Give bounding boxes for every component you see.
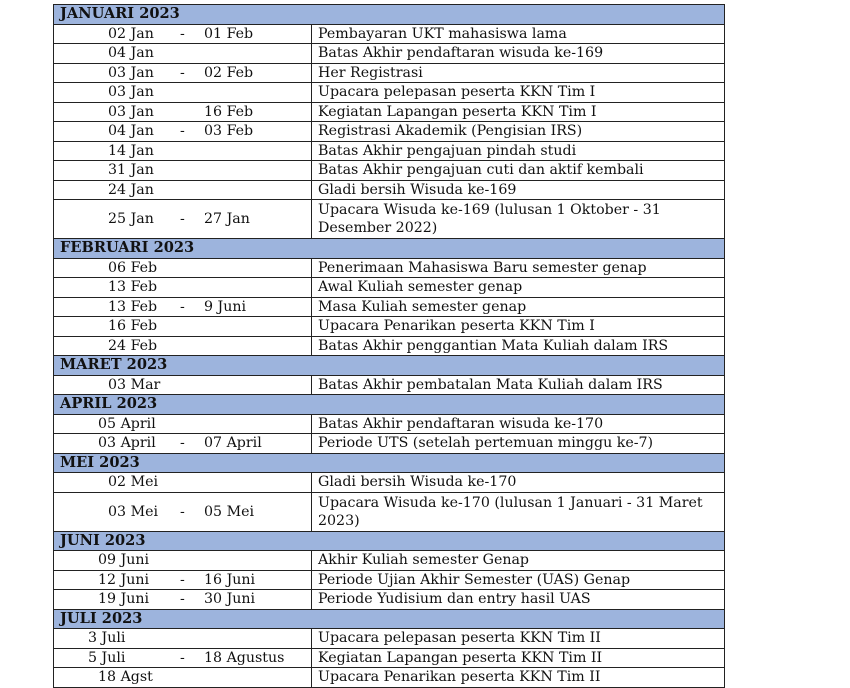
- month-header-row: [54, 531, 725, 551]
- event-row: [54, 258, 725, 278]
- event-start-date: 03 April: [98, 435, 156, 452]
- event-row: [54, 668, 725, 688]
- event-row: [54, 434, 725, 454]
- event-row: [54, 414, 725, 434]
- event-description: Kegiatan Lapangan peserta KKN Tim II: [312, 648, 725, 668]
- event-row: [54, 336, 725, 356]
- event-row: [54, 317, 725, 337]
- event-description: Masa Kuliah semester genap: [312, 297, 725, 317]
- event-row: [54, 24, 725, 44]
- event-start-date: 25 Jan: [108, 211, 154, 227]
- event-end-date: 02 Feb: [204, 64, 254, 81]
- event-end-date: 03 Feb: [204, 123, 254, 140]
- event-start-date: 06 Feb: [108, 259, 158, 276]
- event-date-cell: [54, 434, 312, 454]
- event-description: Registrasi Akademik (Pengisian IRS): [312, 122, 725, 142]
- event-end-date: 07 April: [204, 435, 262, 452]
- event-row: [54, 297, 725, 317]
- academic-calendar-table: [53, 4, 725, 688]
- month-header-row: [54, 239, 725, 259]
- event-date-cell: [54, 375, 312, 395]
- event-row: [54, 473, 725, 493]
- event-description: Upacara Penarikan peserta KKN Tim I: [312, 317, 725, 337]
- event-date-cell: [54, 122, 312, 142]
- date-range-separator: -: [180, 211, 185, 227]
- event-description: Batas Akhir pengajuan cuti dan aktif kembali: [312, 161, 725, 181]
- event-row: [54, 161, 725, 181]
- event-start-date: 04 Jan: [108, 123, 154, 140]
- event-description: Periode UTS (setelah pertemuan minggu ke-7): [312, 434, 725, 454]
- event-description: Periode Ujian Akhir Semester (UAS) Genap: [312, 570, 725, 590]
- event-row: [54, 83, 725, 103]
- month-title: JULI 2023: [54, 609, 725, 629]
- event-description: Upacara pelepasan peserta KKN Tim I: [312, 83, 725, 103]
- event-date-cell: [54, 648, 312, 668]
- event-date-cell: [54, 551, 312, 571]
- month-header-row: [54, 5, 725, 25]
- month-title: JUNI 2023: [54, 531, 725, 551]
- event-description: Upacara Wisuda ke-170 (lulusan 1 Januari - 31 Maret 2023): [312, 492, 725, 531]
- event-row: [54, 590, 725, 610]
- event-description: Penerimaan Mahasiswa Baru semester genap: [312, 258, 725, 278]
- event-start-date: 03 Jan: [108, 64, 154, 81]
- event-end-date: 16 Feb: [204, 103, 254, 120]
- month-title: MARET 2023: [54, 356, 725, 376]
- event-date-cell: [54, 297, 312, 317]
- event-start-date: 19 Juni: [98, 591, 150, 608]
- month-title: FEBRUARI 2023: [54, 239, 725, 259]
- event-end-date: 9 Juni: [204, 298, 247, 315]
- event-date-cell: [54, 200, 312, 239]
- event-date-cell: [54, 63, 312, 83]
- event-start-date: 09 Juni: [98, 552, 150, 569]
- event-row: [54, 570, 725, 590]
- event-row: [54, 278, 725, 298]
- event-date-cell: [54, 570, 312, 590]
- event-description: Periode Yudisium dan entry hasil UAS: [312, 590, 725, 610]
- event-date-cell: [54, 414, 312, 434]
- date-range-separator: -: [180, 571, 185, 588]
- event-start-date: 3 Juli: [88, 630, 126, 647]
- event-start-date: 13 Feb: [108, 279, 158, 296]
- date-range-separator: -: [180, 503, 185, 520]
- event-end-date: 27 Jan: [204, 211, 250, 227]
- event-start-date: 03 Mei: [108, 503, 159, 520]
- event-description: Batas Akhir pembatalan Mata Kuliah dalam IRS: [312, 375, 725, 395]
- event-date-cell: [54, 336, 312, 356]
- event-start-date: 18 Agst: [98, 669, 153, 686]
- event-description: Pembayaran UKT mahasiswa lama: [312, 24, 725, 44]
- event-start-date: 04 Jan: [108, 45, 154, 62]
- month-header-row: [54, 395, 725, 415]
- event-row: [54, 122, 725, 142]
- date-range-separator: -: [180, 298, 185, 315]
- event-description: Batas Akhir pendaftaran wisuda ke-169: [312, 44, 725, 64]
- event-date-cell: [54, 590, 312, 610]
- event-start-date: 5 Juli: [88, 649, 126, 666]
- event-description: Kegiatan Lapangan peserta KKN Tim I: [312, 102, 725, 122]
- event-date-cell: [54, 492, 312, 531]
- event-description: Upacara Penarikan peserta KKN Tim II: [312, 668, 725, 688]
- event-description: Batas Akhir pengajuan pindah studi: [312, 141, 725, 161]
- event-date-cell: [54, 473, 312, 493]
- date-range-separator: -: [180, 123, 185, 140]
- event-end-date: 18 Agustus: [204, 649, 285, 666]
- event-description: Upacara pelepasan peserta KKN Tim II: [312, 629, 725, 649]
- event-start-date: 24 Feb: [108, 337, 158, 354]
- event-start-date: 05 April: [98, 415, 156, 432]
- event-end-date: 01 Feb: [204, 25, 254, 42]
- event-description: Awal Kuliah semester genap: [312, 278, 725, 298]
- date-range-separator: -: [180, 64, 185, 81]
- event-date-cell: [54, 83, 312, 103]
- event-description: Batas Akhir pendaftaran wisuda ke-170: [312, 414, 725, 434]
- event-row: [54, 102, 725, 122]
- month-title: JANUARI 2023: [54, 5, 725, 25]
- event-start-date: 12 Juni: [98, 571, 150, 588]
- event-row: [54, 200, 725, 239]
- event-date-cell: [54, 141, 312, 161]
- event-description: Akhir Kuliah semester Genap: [312, 551, 725, 571]
- event-row: [54, 648, 725, 668]
- event-date-cell: [54, 278, 312, 298]
- event-date-cell: [54, 24, 312, 44]
- event-description: Batas Akhir penggantian Mata Kuliah dalam IRS: [312, 336, 725, 356]
- event-start-date: 03 Jan: [108, 103, 154, 120]
- event-row: [54, 44, 725, 64]
- event-description: Her Registrasi: [312, 63, 725, 83]
- event-row: [54, 63, 725, 83]
- event-row: [54, 141, 725, 161]
- month-header-row: [54, 453, 725, 473]
- event-date-cell: [54, 161, 312, 181]
- event-row: [54, 629, 725, 649]
- event-date-cell: [54, 317, 312, 337]
- event-end-date: 05 Mei: [204, 503, 255, 520]
- event-start-date: 14 Jan: [108, 142, 154, 159]
- event-start-date: 31 Jan: [108, 162, 154, 179]
- month-header-row: [54, 356, 725, 376]
- event-start-date: 03 Jan: [108, 84, 154, 101]
- event-start-date: 16 Feb: [108, 318, 158, 335]
- event-start-date: 13 Feb: [108, 298, 158, 315]
- event-end-date: 30 Juni: [204, 591, 256, 608]
- event-description: Upacara Wisuda ke-169 (lulusan 1 Oktober - 31 Desember 2022): [312, 200, 725, 239]
- event-date-cell: [54, 44, 312, 64]
- event-date-cell: [54, 180, 312, 200]
- event-description: Gladi bersih Wisuda ke-169: [312, 180, 725, 200]
- month-header-row: [54, 609, 725, 629]
- event-date-cell: [54, 102, 312, 122]
- event-row: [54, 492, 725, 531]
- month-title: APRIL 2023: [54, 395, 725, 415]
- event-date-cell: [54, 629, 312, 649]
- date-range-separator: -: [180, 25, 185, 42]
- event-row: [54, 551, 725, 571]
- event-start-date: 02 Mei: [108, 474, 159, 491]
- calendar-body: [54, 5, 725, 688]
- event-start-date: 02 Jan: [108, 25, 154, 42]
- event-start-date: 24 Jan: [108, 181, 154, 198]
- event-start-date: 03 Mar: [108, 376, 161, 393]
- event-row: [54, 180, 725, 200]
- date-range-separator: -: [180, 435, 185, 452]
- event-row: [54, 375, 725, 395]
- month-title: MEI 2023: [54, 453, 725, 473]
- event-date-cell: [54, 668, 312, 688]
- event-date-cell: [54, 258, 312, 278]
- event-description: Gladi bersih Wisuda ke-170: [312, 473, 725, 493]
- event-end-date: 16 Juni: [204, 571, 256, 588]
- date-range-separator: -: [180, 591, 185, 608]
- date-range-separator: -: [180, 649, 185, 666]
